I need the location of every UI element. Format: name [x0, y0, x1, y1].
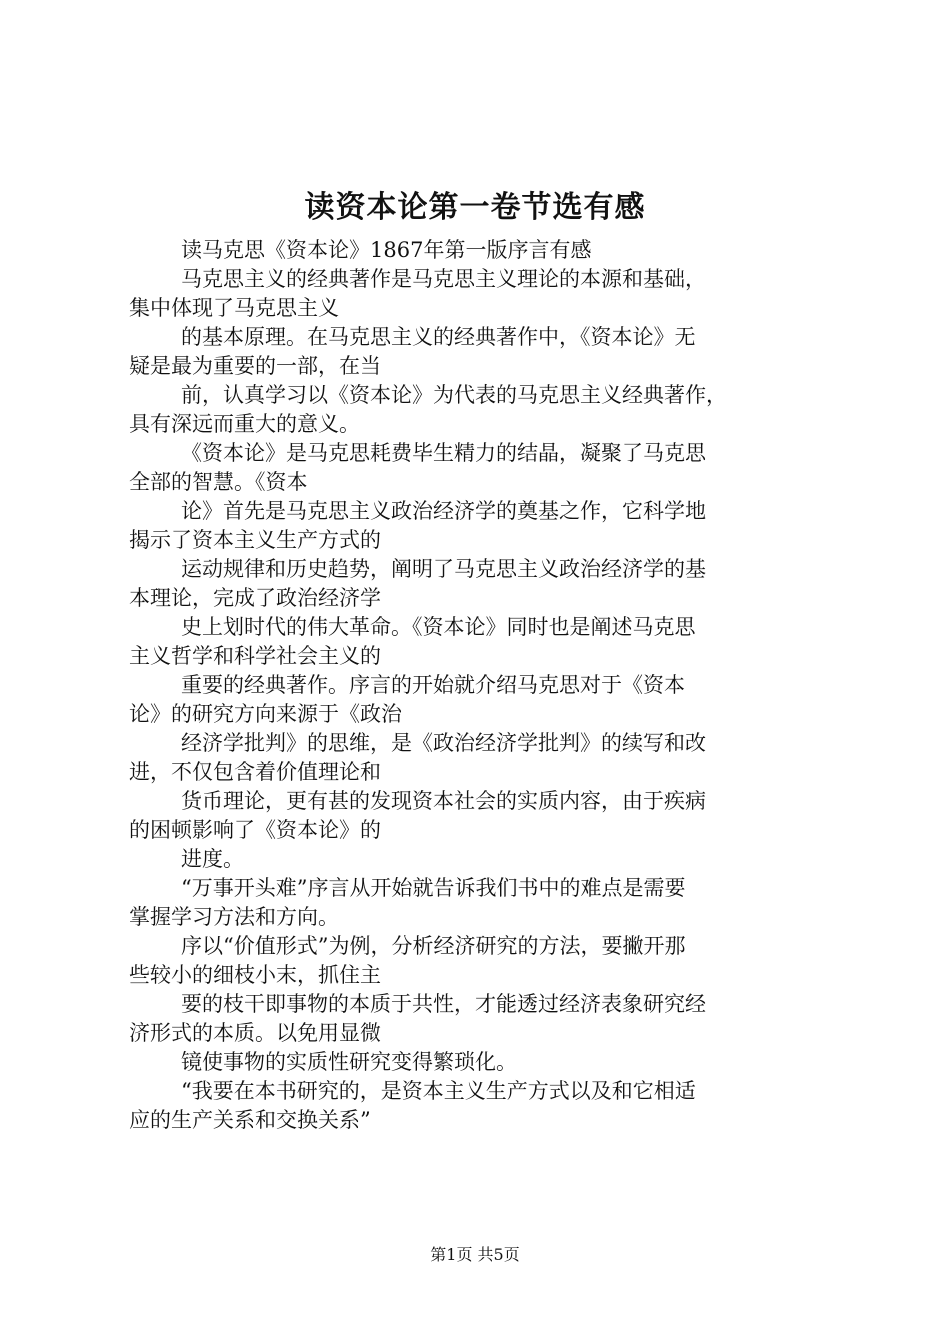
text-line: 运动规律和历史趋势，阐明了马克思主义政治经济学的基 [181, 557, 706, 581]
text-line: 疑是最为重要的一部，在当 [129, 354, 381, 378]
text-line: 进度。 [181, 847, 244, 871]
text-line: “万事开头难”序言从开始就告诉我们书中的难点是需要 [181, 876, 686, 900]
text-line: 进，不仅包含着价值理论和 [129, 760, 381, 784]
text-line: 济形式的本质。以免用显微 [129, 1021, 381, 1045]
text-line: 揭示了资本主义生产方式的 [129, 528, 381, 552]
text-line: 马克思主义的经典著作是马克思主义理论的本源和基础， [181, 267, 706, 291]
text-line: 具有深远而重大的意义。 [129, 412, 360, 436]
text-line: 的基本原理。在马克思主义的经典著作中，《资本论》无 [181, 325, 696, 349]
text-line: 论》的研究方向来源于《政治 [129, 702, 402, 726]
document-body [129, 236, 839, 1135]
text-line: 读马克思《资本论》1867年第一版序言有感 [181, 238, 592, 262]
text-line: “我要在本书研究的，是资本主义生产方式以及和它相适 [181, 1079, 696, 1103]
text-line: 前，认真学习以《资本论》为代表的马克思主义经典著作， [181, 383, 727, 407]
text-line: 些较小的细枝小末，抓住主 [129, 963, 381, 987]
text-line: 经济学批判》的思维，是《政治经济学批判》的续写和改 [181, 731, 706, 755]
text-line: 主义哲学和科学社会主义的 [129, 644, 381, 668]
text-line: 论》首先是马克思主义政治经济学的奠基之作，它科学地 [181, 499, 706, 523]
text-line: 要的枝干即事物的本质于共性，才能透过经济表象研究经 [181, 992, 706, 1016]
text-line: 重要的经典著作。序言的开始就介绍马克思对于《资本 [181, 673, 685, 697]
text-line: 应的生产关系和交换关系” [129, 1108, 371, 1132]
text-line: 货币理论，更有甚的发现资本社会的实质内容，由于疾病 [181, 789, 706, 813]
text-line: 集中体现了马克思主义 [129, 296, 339, 320]
text-line: 史上划时代的伟大革命。《资本论》同时也是阐述马克思 [181, 615, 696, 639]
document-title: 读资本论第一卷节选有感 [304, 190, 646, 225]
text-line: 序以“价值形式”为例，分析经济研究的方法，要撇开那 [181, 934, 686, 958]
text-line: 《资本论》是马克思耗费毕生精力的结晶，凝聚了马克思 [181, 441, 706, 465]
text-line: 镜使事物的实质性研究变得繁琐化。 [181, 1050, 517, 1074]
page-footer: 第1页 共5页 [430, 1245, 520, 1264]
text-line: 全部的智慧。《资本 [129, 470, 308, 494]
text-line: 掌握学习方法和方向。 [129, 905, 339, 929]
text-line: 的困顿影响了《资本论》的 [129, 818, 381, 842]
text-line: 本理论，完成了政治经济学 [129, 586, 381, 610]
